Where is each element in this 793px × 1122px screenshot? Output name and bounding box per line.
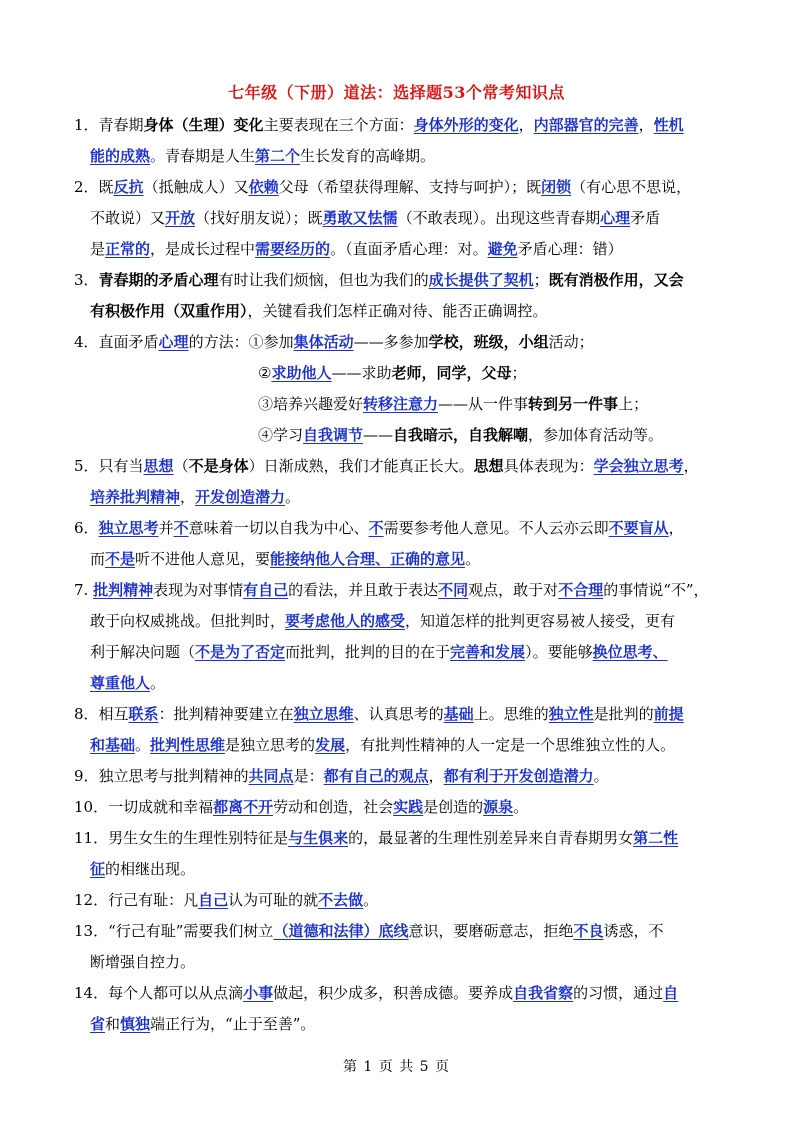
key-term: 自我省察 (513, 984, 574, 1002)
body-text: ， (518, 116, 534, 134)
body-text: 并 (158, 519, 174, 537)
body-text: 2．既 (74, 178, 114, 196)
text-line (74, 575, 724, 606)
body-text: 、认真思考的 (353, 705, 444, 723)
text-line (74, 327, 724, 358)
body-text: 。 (285, 488, 301, 506)
key-term: 不要盲从 (608, 519, 669, 537)
key-term: 性机 (653, 116, 684, 134)
key-term: 共同点 (248, 767, 294, 785)
key-term: 征 (90, 860, 106, 878)
text-line (74, 606, 724, 637)
text-line (74, 420, 724, 451)
body-text: 认为可耻的就 (228, 891, 319, 909)
key-term: 求助他人 (271, 364, 332, 382)
bold-text: 不是身体 (188, 457, 249, 475)
body-text: 诱惑，不 (603, 922, 664, 940)
key-term: 独立思考 (98, 519, 159, 537)
key-term: 集体活动 (293, 333, 354, 351)
body-text: 是创造的 (423, 798, 484, 816)
bold-text: 青春期的矛盾心理 (98, 271, 219, 289)
key-term: 和基础 (90, 736, 136, 754)
key-term: 不是为了否定 (195, 643, 286, 661)
key-term: 与生俱来 (288, 829, 349, 847)
body-text: ：批判精神要建立在 (158, 705, 294, 723)
body-text: ，是成长过程中 (150, 240, 256, 258)
text-line (74, 699, 724, 730)
text-line (74, 854, 724, 885)
bold-text: 思想 (473, 457, 504, 475)
key-term: 自 (663, 984, 679, 1002)
body-text: 意味着一切以自我为中心、 (188, 519, 369, 537)
key-term: 转移注意力 (363, 395, 439, 413)
key-term: 身体外形的变化 (413, 116, 519, 134)
key-term: 自我调节 (303, 426, 364, 444)
bold-text: 身体（生理）变化 (143, 116, 264, 134)
key-term: 慎独 (120, 1015, 151, 1033)
key-term: 都有自己的观点 (323, 767, 429, 785)
bold-text: 既有消极作用，又会 (548, 271, 684, 289)
key-term: 闭锁 (541, 178, 572, 196)
body-text: 8．相互 (74, 705, 129, 723)
text-line (74, 916, 724, 947)
key-term: 有自己 (243, 581, 289, 599)
key-term: 培养批判精神 (90, 488, 181, 506)
body-text: 利于解决问题（ (90, 643, 196, 661)
key-term: 不去做 (318, 891, 364, 909)
key-term: 能接纳他人合理、正确的意见 (270, 550, 466, 568)
body-text: 端正行为，“止于至善”。 (150, 1015, 316, 1033)
body-text: 的相继出现。 (105, 860, 196, 878)
bold-text: 自我暗示，自我解嘲 (393, 426, 529, 444)
key-term: 学会独立思考 (593, 457, 684, 475)
key-term: 批判性思维 (150, 736, 226, 754)
body-text: 观点，敢于对 (468, 581, 559, 599)
key-term: 不 (368, 519, 384, 537)
body-text: （不敢表现）。出现这些青春期 (397, 209, 601, 227)
body-text: （有心思不思说， (571, 178, 692, 196)
key-term: 思想 (143, 457, 174, 475)
body-text: 的习惯，通过 (573, 984, 664, 1002)
body-text: 父母（希望获得理解、支持与呵护）；既 (278, 178, 542, 196)
body-text: 10．一切成就和幸福 (74, 798, 214, 816)
text-line (74, 172, 724, 203)
key-term: 不良 (573, 922, 604, 940)
key-term: 自己 (198, 891, 229, 909)
knowledge-point-list (74, 110, 724, 1040)
body-text: 劳动和创造，社会 (273, 798, 394, 816)
body-text: 是 (90, 240, 106, 258)
text-line (74, 296, 724, 327)
key-term: 都有利于开发创造潜力 (443, 767, 594, 785)
body-text: 意识，要磨砺意志，拒绝 (408, 922, 574, 940)
body-text: 。青春期是人生 (150, 147, 256, 165)
body-text: ， (428, 767, 444, 785)
body-text: ，有批判性精神的人一定是一个思维独立性的人。 (345, 736, 676, 754)
body-text: 具体表现为： (503, 457, 594, 475)
key-term: 不是 (105, 550, 136, 568)
body-text: ——从一件事 (438, 395, 529, 413)
text-line (74, 1009, 724, 1040)
body-text: （ (173, 457, 189, 475)
key-term: 独立思维 (293, 705, 354, 723)
body-text: 听不进他人意见，要 (135, 550, 271, 568)
body-text: 11．男生女生的生理性别特征是 (74, 829, 289, 847)
body-text: 需要参考他人意见。不人云亦云即 (383, 519, 609, 537)
body-text: ③培养兴趣爱好 (258, 395, 364, 413)
body-text: 生长发育的高峰期。 (300, 147, 436, 165)
body-text: ② (258, 364, 272, 382)
body-text: 。 (593, 767, 609, 785)
body-text: 和 (105, 1015, 121, 1033)
document-title: 七年级（下册）道法：选择题53个常考知识点 (228, 83, 565, 102)
body-text: 9．独立思考与批判精神的 (74, 767, 249, 785)
key-term: 要考虑他人的感受 (285, 612, 406, 630)
body-text: 4．直面矛盾 (74, 333, 159, 351)
key-term: 不 (173, 519, 189, 537)
key-term: 批判精神 (93, 581, 154, 599)
text-line (74, 823, 724, 854)
key-term: 基础 (443, 705, 474, 723)
body-text: 1．青春期 (74, 116, 144, 134)
body-text: ，参加体育活动等。 (528, 426, 664, 444)
body-text: 。（直面矛盾心理：对。 (330, 240, 488, 258)
body-text: 上。思维的 (473, 705, 549, 723)
key-term: 正常的 (105, 240, 151, 258)
text-line (74, 885, 724, 916)
body-text: 6． (74, 519, 99, 537)
body-text: ， (683, 457, 699, 475)
key-term: 避免 (487, 240, 518, 258)
body-text: 7. (74, 581, 94, 599)
body-text: 的事情说“不”， (603, 581, 709, 599)
text-line (74, 110, 724, 141)
key-term: 小事 (243, 984, 274, 1002)
text-line (74, 761, 724, 792)
body-text: 有时让我们烦恼，但也为我们的 (218, 271, 429, 289)
text-line (74, 482, 724, 513)
body-text: 做起，积少成多，积善成德。要养成 (273, 984, 514, 1002)
body-text: 矛盾 (630, 209, 661, 227)
text-line (74, 513, 724, 544)
body-text: 。 (135, 736, 151, 754)
body-text: 断增强自控力。 (90, 953, 196, 971)
text-line (74, 234, 724, 265)
body-text: 敢于向权威挑战。但批判时， (90, 612, 286, 630)
body-text: 而 (90, 550, 106, 568)
body-text: ，关键看我们怎样正确对待、能否正确调控。 (247, 302, 548, 320)
key-term: 开放 (165, 209, 196, 227)
key-term: 能的成熟 (90, 147, 151, 165)
key-term: 内部器官的完善 (533, 116, 639, 134)
body-text: 而批判，批判的目的在于 (285, 643, 451, 661)
body-text: ； (533, 271, 549, 289)
key-term: 心理 (600, 209, 631, 227)
key-term: 依赖 (248, 178, 279, 196)
body-text: 。 (465, 550, 481, 568)
bold-text: 有积极作用（双重作用） (90, 302, 248, 320)
key-term: 发展 (315, 736, 346, 754)
text-line (74, 451, 724, 482)
key-term: 成长提供了契机 (428, 271, 534, 289)
text-line (74, 141, 724, 172)
text-line (74, 203, 724, 234)
key-term: 不同 (438, 581, 469, 599)
bold-text: 学校，班级，小组 (428, 333, 549, 351)
body-text: ， (180, 488, 196, 506)
key-term: 反抗 (113, 178, 144, 196)
body-text: 5．只有当 (74, 457, 144, 475)
body-text: 表现为对事情 (153, 581, 244, 599)
key-term: 源泉 (483, 798, 514, 816)
body-text: 矛盾心理：错） (517, 240, 623, 258)
body-text: 不敢说）又 (90, 209, 166, 227)
key-term: 实践 (393, 798, 424, 816)
body-text: 主要表现在三个方面： (263, 116, 414, 134)
body-text: 的，最显著的生理性别差异来自青春期男女 (348, 829, 634, 847)
bold-text: 转到另一件事 (528, 395, 619, 413)
body-text: ， (638, 116, 654, 134)
body-text: （抵触成人）又 (143, 178, 249, 196)
key-term: 都离不开 (213, 798, 274, 816)
key-term: 独立性 (548, 705, 594, 723)
body-text: ）。要能够 (525, 643, 593, 661)
bold-text: 老师，同学，父母 (391, 364, 512, 382)
key-term: 需要经历的 (255, 240, 331, 258)
text-line (74, 668, 724, 699)
body-text: 活动； (548, 333, 594, 351)
body-text: 14．每个人都可以从点滴 (74, 984, 244, 1002)
body-text: ④学习 (258, 426, 304, 444)
body-text: 12．行己有耻：凡 (74, 891, 199, 909)
body-text: 3． (74, 271, 99, 289)
key-term: （道德和法律）底线 (273, 922, 409, 940)
key-term: 省 (90, 1015, 106, 1033)
key-term: 勇敢又怯懦 (322, 209, 398, 227)
body-text: —— (363, 426, 394, 444)
text-line (74, 978, 724, 1009)
body-text: 。 (150, 674, 166, 692)
body-text: 的方法：①参加 (188, 333, 294, 351)
body-text: （找好朋友说）；既 (195, 209, 323, 227)
text-line (74, 947, 724, 978)
text-line (74, 730, 724, 761)
key-term: 联系 (128, 705, 159, 723)
body-text: ）日渐成熟，我们才能真正长大。 (248, 457, 474, 475)
key-term: 开发创造潜力 (195, 488, 286, 506)
text-line (74, 358, 724, 389)
key-term: 第二个 (255, 147, 301, 165)
key-term: 第二性 (633, 829, 679, 847)
body-text: ——求助 (331, 364, 392, 382)
key-term: 尊重他人 (90, 674, 151, 692)
body-text: 13．“行己有耻”需要我们树立 (74, 922, 274, 940)
page-footer: 第 1 页 共 5 页 (342, 1059, 451, 1075)
key-term: 换位思考、 (592, 643, 668, 661)
body-text: 是独立思考的 (225, 736, 316, 754)
body-text: ， (668, 519, 684, 537)
body-text: 是： (293, 767, 324, 785)
body-text: 。 (363, 891, 379, 909)
body-text: 上； (618, 395, 649, 413)
body-text: ，知道怎样的批判更容易被人接受，更有 (405, 612, 676, 630)
body-text: ； (511, 364, 527, 382)
text-line (74, 389, 724, 420)
body-text: ——多参加 (353, 333, 429, 351)
body-text: 是批判的 (593, 705, 654, 723)
body-text: 。 (513, 798, 529, 816)
key-term: 完善和发展 (450, 643, 526, 661)
key-term: 不合理 (558, 581, 604, 599)
key-term: 心理 (158, 333, 189, 351)
text-line (74, 265, 724, 296)
text-line (74, 544, 724, 575)
body-text: 的看法，并且敢于表达 (288, 581, 439, 599)
text-line (74, 637, 724, 668)
key-term: 前提 (653, 705, 684, 723)
text-line (74, 792, 724, 823)
